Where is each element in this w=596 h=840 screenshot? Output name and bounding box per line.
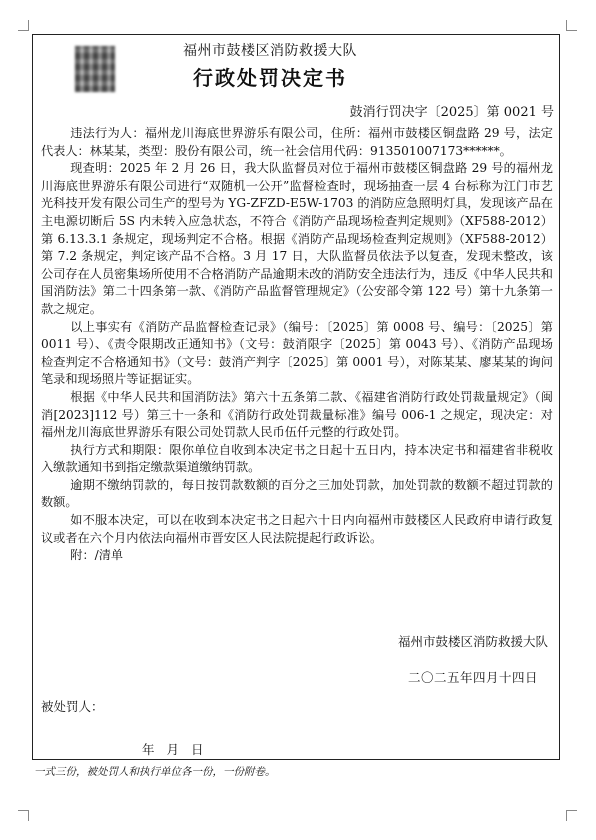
evidence-paragraph: 以上事实有《消防产品监督检查记录》（编号：〔2025〕第 0008 号、编号：〔2025〕第 0011 号）、《责令限期改正通知书》（文号：鼓消限字〔2025〕第 0043 号）、《消防产品现场检查判定不合格通知书》（文号：鼓消产判字〔2025〕第 0001 号），对陈某某、廖某某的询问笔录和现场照片等证据证实。 <box>41 319 553 387</box>
document-body <box>41 125 553 565</box>
crop-mark-bottom-right <box>566 810 577 821</box>
document-title: 行政处罚决定书 <box>193 66 347 90</box>
recipient-label: 被处罚人： <box>41 699 104 714</box>
appeal-paragraph: 如不服本决定，可以在收到本决定书之日起六十日内向福州市鼓楼区人民政府申请行政复议或者在六个月内依法向福州市晋安区人民法院提起行政诉讼。 <box>41 513 553 545</box>
crop-mark-top-right <box>566 20 577 31</box>
party-paragraph: 违法行为人：福州龙川海底世界游乐有限公司，住所：福州市鼓楼区铜盘路 29 号，法定代表人：林某某，类型：股份有限公司，统一社会信用代码：913501007173******。 <box>41 126 553 158</box>
recipient-date: 年 月 日 <box>142 742 208 757</box>
execution-paragraph: 执行方式和期限：限你单位自收到本决定书之日起十五日内，持本决定书和福建省非税收入缴款通知书到指定缴款渠道缴纳罚款。 <box>41 442 553 475</box>
qr-code-image <box>75 46 115 92</box>
attachment-line: 附：/清单 <box>70 548 124 563</box>
crop-mark-bottom-left <box>18 810 29 821</box>
finding-paragraph: 现查明：2025 年 2 月 26 日，我大队监督员对位于福州市鼓楼区铜盘路 29 号的福州龙川海底世界游乐有限公司进行“双随机一公开”监督检查时，现场抽查一层 4 台标称为江门市艺光科技开发有限公司生产的型号为 YG-ZFZD-E5W-1703 的消防应急照明灯具，发现该产品在主电源切断后 5S 内未转入应急状态，不符合《消防产品现场检查判定规则》（XF588-2012）第 6.13.3.1 条规定，现场判定不合格。根据《消防产品现场检查判定规则》（XF588-2012）第 7.2 条规定，判定该产品不合格。3 月 17 日，大队监督员依法予以复查，发现未整改，该公司存在人员密集场所使用不合格消防产品逾期未改的消防安全违法行为，违反《中华人民共和国消防法》第二十四条第一款、《消防产品监督管理规定》（公安部令第 122 号）第十九条第一款之规定。 <box>41 161 553 316</box>
crop-mark-top-left <box>18 20 29 31</box>
decision-paragraph: 根据《中华人民共和国消防法》第六十五条第二款、《福建省消防行政处罚裁量规定》（闽消[2023]112 号）第三十一条和《消防行政处罚裁量标准》编号 006-1 之规定，现决定：对福州龙川海底世界游乐有限公司处罚款人民币伍仟元整的行政处罚。 <box>41 389 553 440</box>
issuing-agency-header: 福州市鼓楼区消防救援大队 <box>183 43 357 59</box>
document-number: 鼓消行罚决字〔2025〕第 0021 号 <box>349 105 554 120</box>
footer-note: 一式三份，被处罚人和执行单位各一份，一份附卷。 <box>34 766 276 778</box>
signing-date: 二〇二五年四月十四日 <box>407 670 538 685</box>
late-fee-paragraph: 逾期不缴纳罚款的，每日按罚款数额的百分之三加处罚款，加处罚款的数额不超过罚款的数额。 <box>41 477 553 510</box>
signing-agency: 福州市鼓楼区消防救援大队 <box>397 634 548 649</box>
